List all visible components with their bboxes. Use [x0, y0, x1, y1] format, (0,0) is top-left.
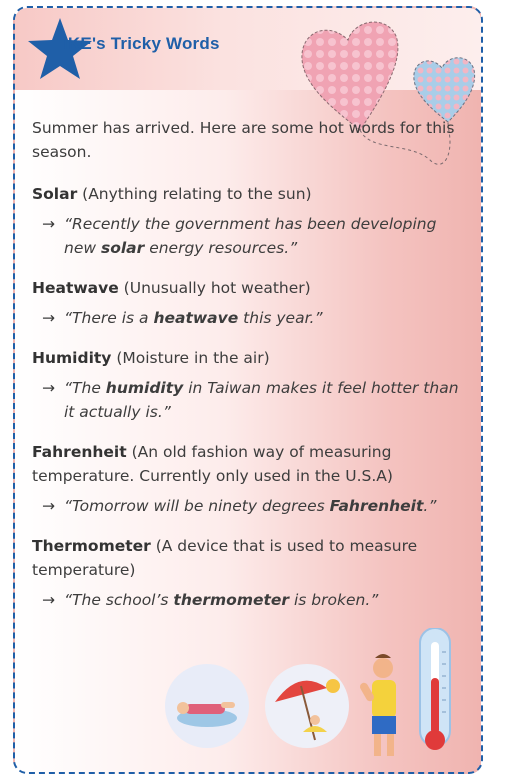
beach-umbrella-icon	[265, 664, 349, 748]
example-text: “There is a heatwave this year.”	[64, 309, 323, 327]
term-line	[32, 534, 472, 582]
tricky-words-card	[13, 6, 483, 774]
definition: (An old fashion way of measuring temperature. Currently only used in the U.S.A)	[32, 443, 393, 485]
highlighted-word: Fahrenheit	[329, 497, 424, 515]
example-text: “The humidity in Taiwan makes it feel hotter than it actually is.”	[64, 379, 459, 421]
example-text: “Tomorrow will be ninety degrees Fahrenheit.”	[64, 497, 437, 515]
example-text: “Recently the government has been developing new solar energy resources.”	[64, 215, 437, 257]
sweating-man-icon	[359, 654, 396, 756]
definition: (Moisture in the air)	[111, 349, 270, 367]
arrow-icon: →	[42, 497, 55, 515]
arrow-icon: →	[42, 591, 55, 609]
definition: (Anything relating to the sun)	[77, 185, 312, 203]
term: Heatwave	[32, 279, 119, 297]
highlighted-word: solar	[100, 239, 145, 257]
term-line	[32, 182, 472, 206]
example-sentence	[32, 212, 472, 260]
term-line	[32, 276, 472, 300]
intro-text: Summer has arrived. Here are some hot words for this season.	[32, 119, 455, 161]
word-entry-solar	[32, 182, 472, 260]
summer-illustrations	[165, 628, 465, 768]
highlighted-word: heatwave	[153, 309, 239, 327]
arrow-icon: →	[42, 215, 55, 233]
thermometer-icon	[420, 628, 450, 750]
term: Solar	[32, 185, 78, 203]
example-sentence	[32, 588, 472, 612]
example-sentence	[32, 306, 472, 330]
word-list	[32, 116, 472, 628]
example-sentence	[32, 376, 472, 424]
word-entry-thermometer	[32, 534, 472, 612]
term-line	[32, 346, 472, 370]
term-line	[32, 440, 472, 488]
word-entry-fahrenheit	[32, 440, 472, 518]
definition: (A device that is used to measure temperature)	[32, 537, 418, 579]
arrow-icon: →	[42, 379, 55, 397]
term: Thermometer	[32, 537, 151, 555]
page-title: IKE's Tricky Words	[63, 34, 220, 53]
term: Humidity	[32, 349, 112, 367]
term: Fahrenheit	[32, 443, 127, 461]
person-on-float-icon	[165, 664, 249, 748]
example-text: “The school’s thermometer is broken.”	[64, 591, 379, 609]
word-entry-heatwave	[32, 276, 472, 330]
highlighted-word: humidity	[105, 379, 184, 397]
highlighted-word: thermometer	[173, 591, 290, 609]
arrow-icon: →	[42, 309, 55, 327]
example-sentence	[32, 494, 472, 518]
word-entry-humidity	[32, 346, 472, 424]
definition: (Unusually hot weather)	[118, 279, 311, 297]
